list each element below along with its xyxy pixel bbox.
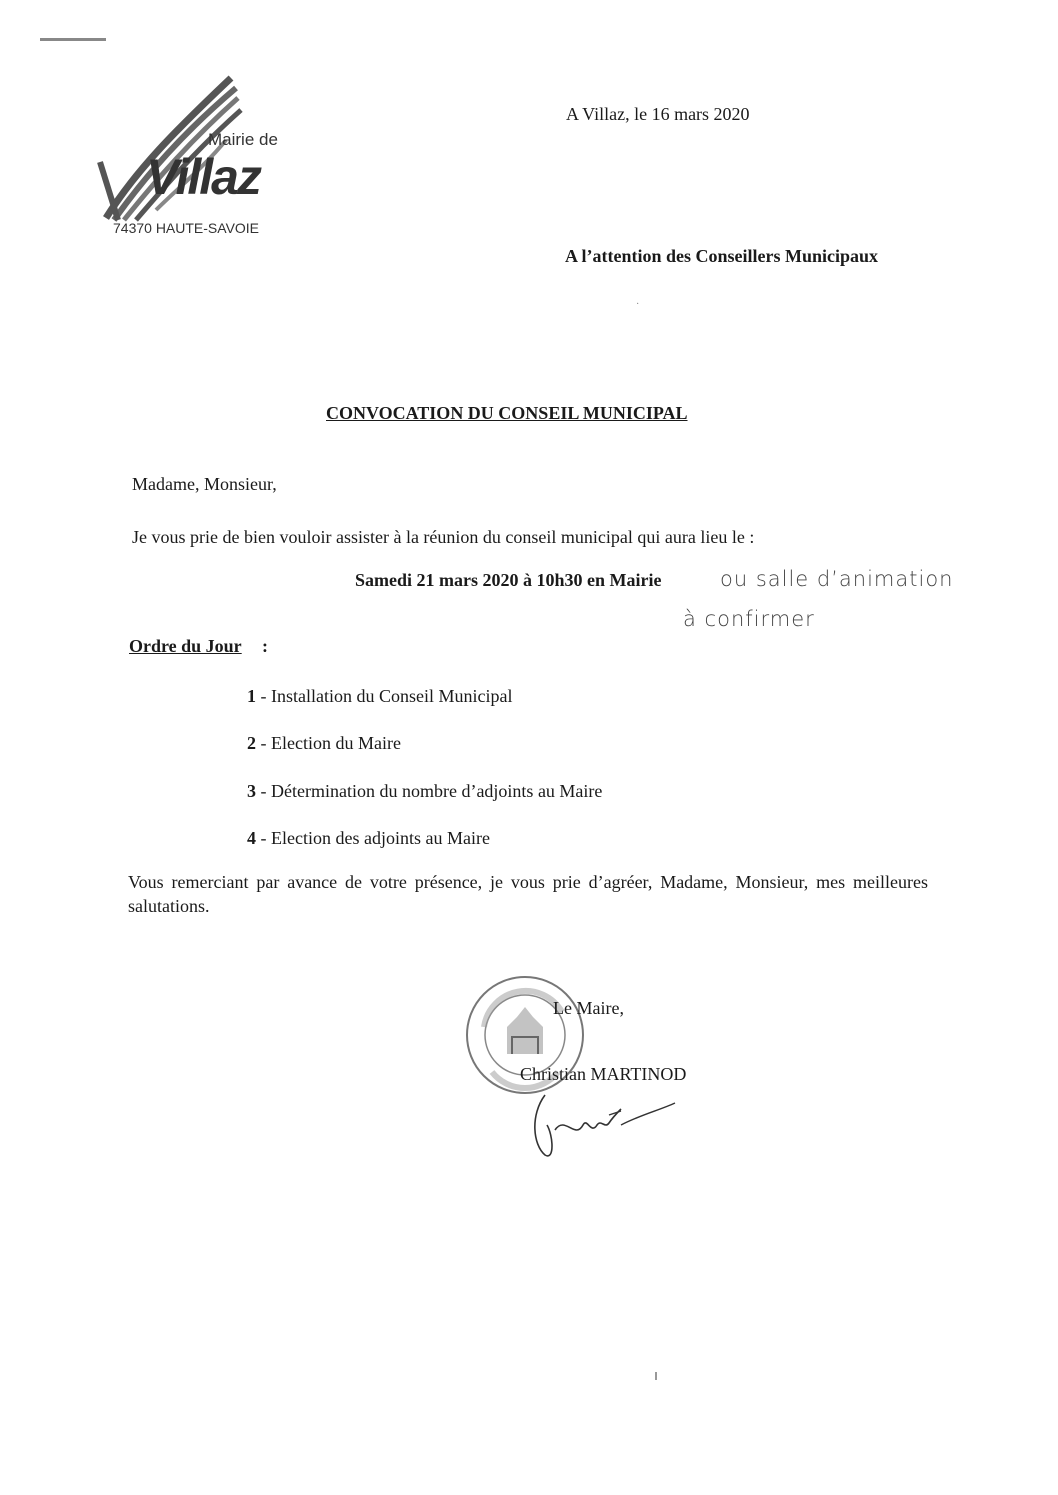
recipient-line: A l’attention des Conseillers Municipaux [565,246,879,266]
signer-title: Le Maire, [553,998,624,1018]
meeting-datetime: Samedi 21 mars 2020 à 10h30 en Mairie [355,570,662,590]
agenda-heading: Ordre du Jour [129,636,242,656]
handwritten-signature [525,1085,685,1165]
agenda-item-number: 3 [247,781,256,801]
agenda-item: 3 - Détermination du nombre d’adjoints au Maire [247,781,603,801]
logo-text-mairie: Mairie de [208,130,278,149]
handwritten-note-line-1: ou salle d’animation [720,567,954,591]
agenda-item-text: Election du Maire [271,733,401,753]
scan-speck [655,1372,657,1380]
agenda-item-text: Détermination du nombre d’adjoints au Maire [271,781,603,801]
agenda-item-text: Election des adjoints au Maire [271,828,490,848]
agenda-item-number: 4 [247,828,256,848]
agenda-item-number: 1 [247,686,256,706]
scan-speck: · [636,299,640,310]
agenda-item: 4 - Election des adjoints au Maire [247,828,490,848]
agenda-item: 1 - Installation du Conseil Municipal [247,686,513,706]
handwritten-note-line-2: à confirmer [683,607,815,631]
agenda-item-number: 2 [247,733,256,753]
logo-text-postcode: 74370 HAUTE-SAVOIE [113,220,260,236]
scan-artifact [40,38,106,41]
agenda-item: 2 - Election du Maire [247,733,401,753]
date-line: A Villaz, le 16 mars 2020 [566,104,750,124]
agenda-heading-colon: : [262,636,268,656]
logo-text-villaz: Villaz [146,149,260,205]
salutation: Madame, Monsieur, [132,474,277,494]
agenda-item-text: Installation du Conseil Municipal [271,686,513,706]
document-title: CONVOCATION DU CONSEIL MUNICIPAL [326,403,688,423]
closing-paragraph: Vous remerciant par avance de votre présence, je vous prie d’agréer, Madame, Monsieur, mes meilleures salutations. [128,872,928,916]
signer-name: Christian MARTINOD [520,1064,687,1084]
mairie-logo [96,70,286,240]
intro-paragraph: Je vous prie de bien vouloir assister à la réunion du conseil municipal qui aura lieu le : [132,527,755,547]
